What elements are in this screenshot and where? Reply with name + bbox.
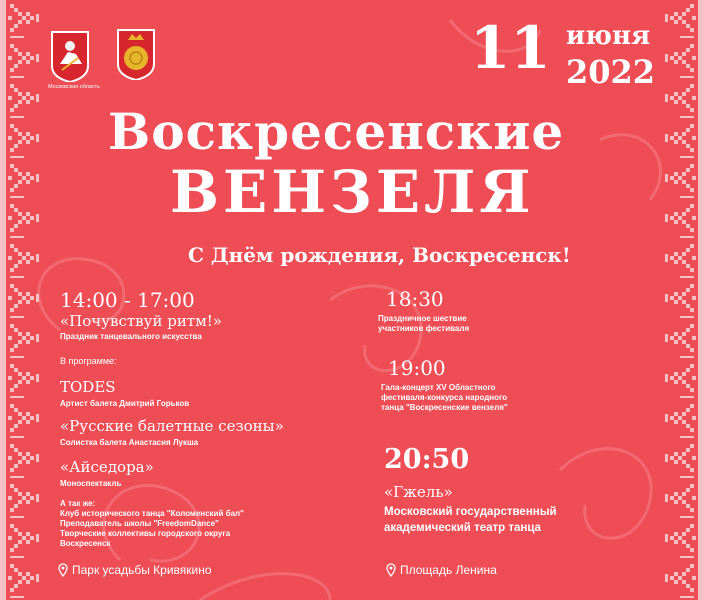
location-right [386, 563, 497, 577]
embroidery-border-left [0, 0, 44, 600]
right-desc-1: участников фестиваля [378, 324, 470, 333]
event-year: 2022 [566, 53, 656, 91]
program-item-title: «Айседора» [60, 458, 154, 476]
festival-title-line2: ВЕНЗЕЛЯ [170, 158, 535, 226]
left-show-desc: Праздник танцевального искусства [60, 332, 202, 341]
program-item-title: «Русские балетные сезоны» [60, 417, 284, 435]
also-line: Клуб исторического танца "Коломенский бал" [60, 509, 244, 518]
embroidery-border-right [660, 0, 704, 600]
right-time-2: 19:00 [388, 356, 446, 380]
left-show-title: «Почувствуй ритм!» [60, 312, 222, 330]
location-pin-icon [58, 563, 68, 577]
location-label: Площадь Ленина [400, 563, 497, 577]
right-desc-3: академический театр танца [384, 522, 541, 534]
program-item-desc: Моноспектакль [60, 479, 122, 488]
right-desc-2: танца "Воскресенские вензеля" [381, 403, 508, 412]
right-desc-2: Гала-концерт XV Областного [381, 383, 496, 392]
location-left [58, 563, 212, 577]
event-day: 11 [470, 14, 551, 82]
right-time-1: 18:30 [386, 287, 444, 311]
also-line: Воскресенск [60, 539, 111, 548]
festival-title-line1: Воскресенские [108, 102, 565, 161]
program-item-desc: Артист балета Дмитрий Горьков [60, 399, 190, 408]
right-desc-3: Московский государственный [384, 506, 557, 518]
voskresensk-emblem-icon [116, 28, 156, 80]
moscow-oblast-emblem-icon [50, 30, 90, 82]
event-month: июня [566, 21, 651, 51]
region-label: Московская область [48, 84, 101, 90]
program-item-desc: Солистка балета Анастасия Лукша [60, 438, 199, 447]
also-line: Творческие коллективы городского округа [60, 529, 231, 538]
festival-subtitle: С Днём рождения, Воскресенск! [188, 243, 571, 267]
right-desc-2: фестиваля-конкурса народного [381, 393, 508, 402]
also-label: А так же: [60, 499, 96, 508]
right-time-3: 20:50 [384, 444, 470, 475]
right-desc-1: Праздничное шествие [378, 314, 467, 323]
program-label: В программе: [60, 356, 117, 366]
location-pin-icon [386, 563, 396, 577]
left-time: 14:00 - 17:00 [60, 288, 195, 312]
program-item-title: TODES [60, 378, 116, 396]
also-line: Преподаватель школы "FreedomDance" [60, 519, 219, 528]
right-show-3: «Гжель» [384, 483, 453, 501]
location-label: Парк усадьбы Кривякино [72, 563, 212, 577]
